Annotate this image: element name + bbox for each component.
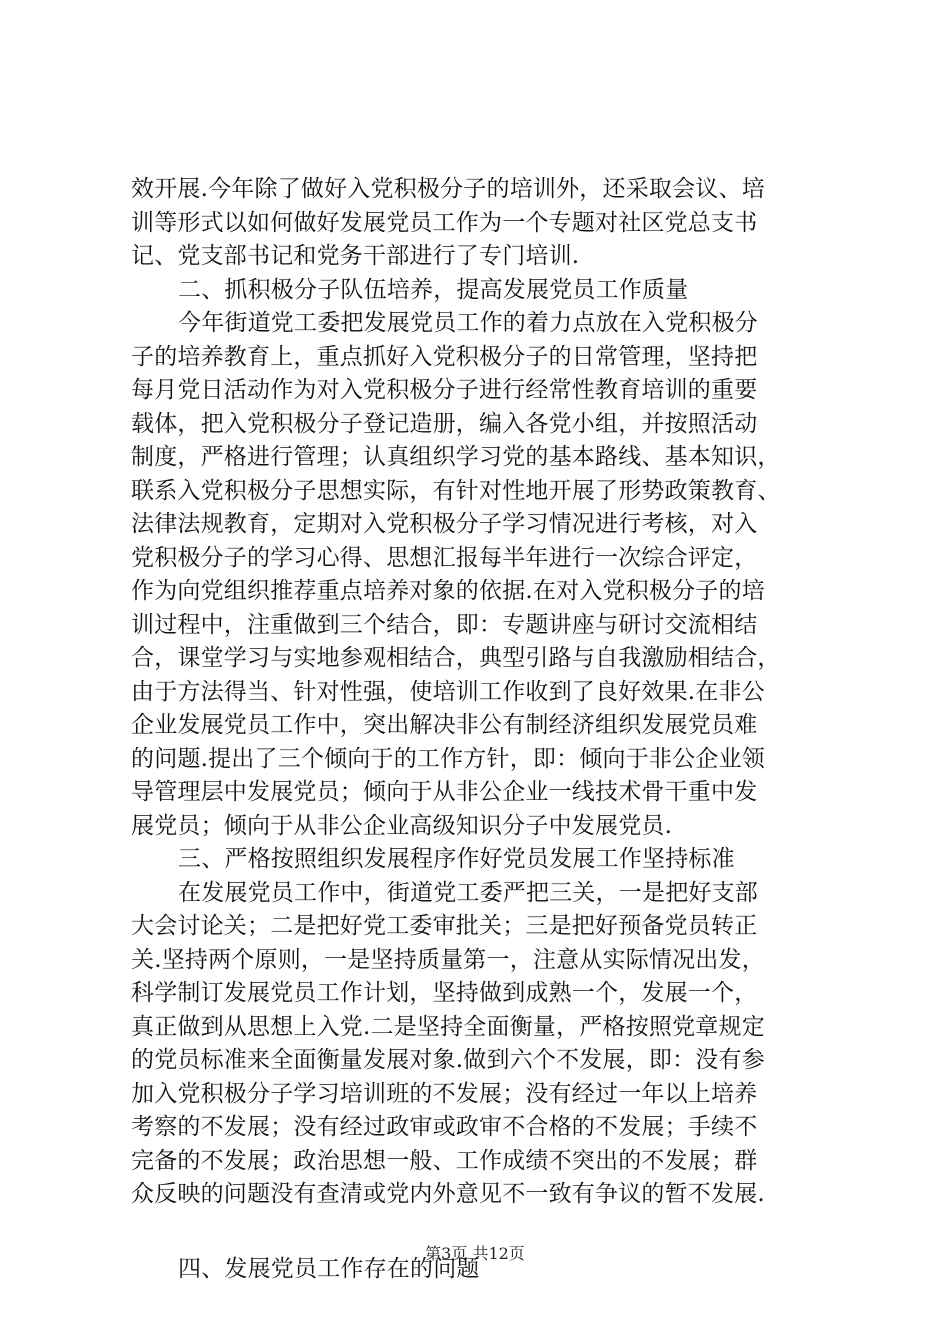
- section-heading-2: 二、抓积极分子队伍培养，提高发展党员工作质量: [178, 276, 689, 303]
- section-heading-4: 四、发展党员工作存在的问题: [178, 1255, 480, 1282]
- body-line: 科学制订发展党员工作计划，坚持做到成熟一个，发展一个，: [131, 980, 758, 1006]
- body-line: 加入党积极分子学习培训班的不发展；没有经过一年以上培养: [131, 1080, 758, 1107]
- body-line: 每月党日活动作为对入党积极分子进行经常性教育培训的重要: [131, 377, 758, 403]
- body-line: 制度，严格进行管理；认真组织学习党的基本路线、基本知识，: [131, 444, 781, 470]
- body-line: 完备的不发展；政治思想一般、工作成绩不突出的不发展；群: [131, 1147, 758, 1174]
- body-line: 今年街道党工委把发展党员工作的着力点放在入党积极分: [178, 310, 758, 336]
- body-line: 作为向党组织推荐重点培养对象的依据.在对入党积极分子的培: [131, 578, 765, 604]
- body-line: 考察的不发展；没有经过政审或政审不合格的不发展；手续不: [131, 1114, 758, 1140]
- body-line: 导管理层中发展党员；倾向于从非公企业一线技术骨干重中发: [131, 779, 758, 805]
- body-line: 训等形式以如何做好发展党员工作为一个专题对社区党总支书: [131, 209, 758, 236]
- body-line: 众反映的问题没有查清或党内外意见不一致有争议的暂不发展.: [131, 1181, 765, 1207]
- body-line: 联系入党积极分子思想实际，有针对性地开展了形势政策教育、: [131, 477, 781, 504]
- body-line: 的党员标准来全面衡量发展对象.做到六个不发展，即：没有参: [131, 1047, 765, 1073]
- body-line: 法律法规教育，定期对入党积极分子学习情况进行考核，对入: [131, 511, 758, 537]
- body-line: 效开展.今年除了做好入党积极分子的培训外，还采取会议、培: [131, 176, 765, 202]
- body-line: 载体，把入党积极分子登记造册，编入各党小组，并按照活动: [131, 410, 758, 437]
- body-line: 子的培养教育上，重点抓好入党积极分子的日常管理，坚持把: [131, 343, 758, 370]
- body-line: 大会讨论关；二是把好党工委审批关；三是把好预备党员转正: [131, 913, 758, 939]
- body-line: 训过程中，注重做到三个结合，即：专题讲座与研讨交流相结: [131, 611, 758, 638]
- body-line: 在发展党员工作中，街道党工委严把三关，一是把好支部: [178, 879, 758, 906]
- page-footer: 第3页 共12页: [425, 1244, 525, 1263]
- body-line: 关.坚持两个原则，一是坚持质量第一，注意从实际情况出发，: [131, 946, 765, 973]
- body-line: 真正做到从思想上入党.二是坚持全面衡量，严格按照党章规定: [131, 1013, 765, 1040]
- body-line: 展党员；倾向于从非公企业高级知识分子中发展党员.: [131, 812, 673, 839]
- section-heading-3: 三、严格按照组织发展程序作好党员发展工作坚持标准: [178, 846, 735, 872]
- body-line: 由于方法得当、针对性强，使培训工作收到了良好效果.在非公: [131, 678, 765, 705]
- document-body: [131, 173, 831, 1286]
- body-line: 记、党支部书记和党务干部进行了专门培训.: [131, 243, 580, 269]
- body-line: 合，课堂学习与实地参观相结合，典型引路与自我激励相结合，: [131, 645, 781, 671]
- body-line: 的问题.提出了三个倾向于的工作方针，即：倾向于非公企业领: [131, 745, 765, 772]
- body-line: 党积极分子的学习心得、思想汇报每半年进行一次综合评定，: [131, 544, 758, 571]
- body-line: 企业发展党员工作中，突出解决非公有制经济组织发展党员难: [131, 712, 758, 738]
